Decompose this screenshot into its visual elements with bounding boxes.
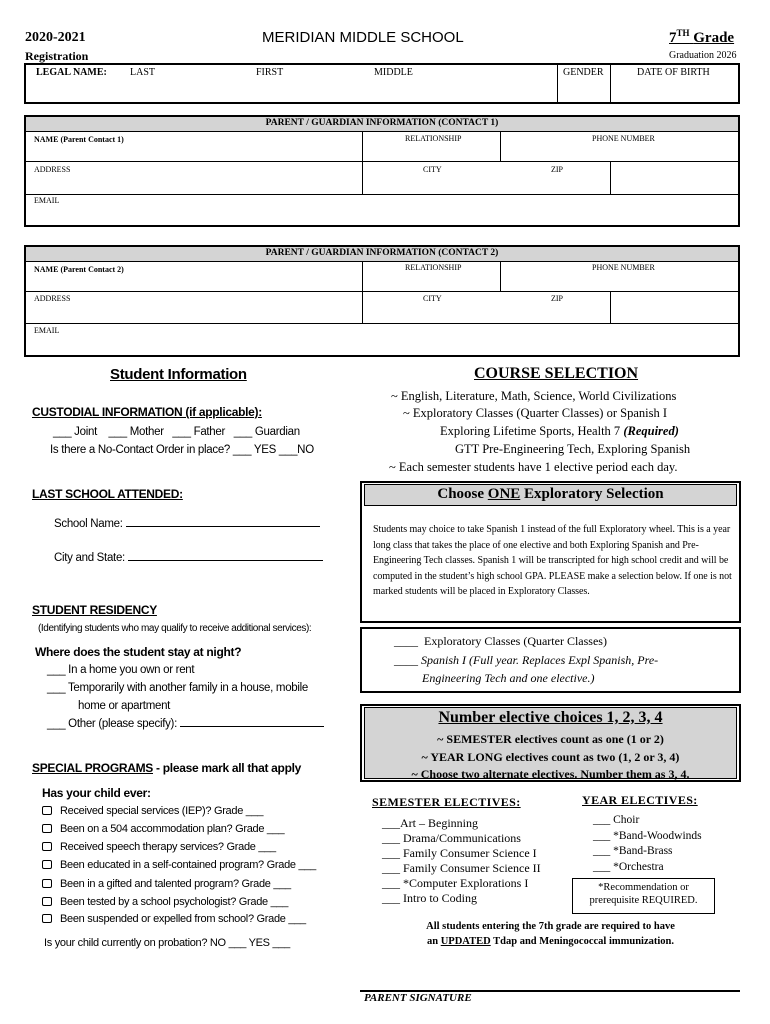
registration-label: Registration: [25, 49, 89, 63]
custodial-heading: CUSTODIAL INFORMATION (if applicable):: [32, 405, 262, 419]
check-label: Received speech therapy services? Grade ___: [60, 841, 276, 853]
contact2-phone-field[interactable]: PHONE NUMBER: [592, 263, 655, 272]
exploratory-title-post: Exploratory Selection: [520, 486, 664, 502]
divider: [500, 132, 501, 161]
stay-temp-option[interactable]: ___ Temporarily with another family in a house, mobile: [47, 682, 309, 694]
divider: [362, 132, 363, 194]
divider: [610, 162, 611, 194]
divider: [610, 292, 611, 323]
contact1-email-field[interactable]: EMAIL: [34, 196, 60, 205]
special-check-row[interactable]: [42, 859, 316, 871]
course-line: ~ English, Literature, Math, Science, World Civilizations: [391, 389, 677, 403]
checkbox[interactable]: [42, 914, 52, 923]
grade-superscript: TH: [676, 28, 690, 38]
course-line: Exploring Lifetime Sports, Health 7: [440, 424, 624, 438]
stay-other-input[interactable]: [180, 726, 324, 727]
first-name-field[interactable]: FIRST: [256, 67, 284, 78]
immunization-post: Tdap and Meningococcal immunization.: [490, 936, 674, 947]
immunization-updated: UPDATED: [440, 936, 491, 947]
special-check-row[interactable]: [42, 896, 288, 908]
probation-question[interactable]: Is your child currently on probation? NO ___ YES ___: [44, 937, 290, 949]
semester-electives-heading: SEMESTER ELECTIVES:: [372, 795, 521, 809]
checkbox[interactable]: [42, 824, 52, 833]
checkbox[interactable]: [42, 860, 52, 869]
contact2-zip-field[interactable]: ZIP: [551, 294, 563, 303]
semester-elective-item[interactable]: ___ Family Consumer Science I: [382, 846, 537, 860]
divider: [26, 194, 738, 195]
exploratory-note: Students may choice to take Spanish 1 instead of the full Exploratory wheel. This is a year long class that takes the place of one elective and both Exploring Spanish and Pre-Engineering Tech classes. Spanish 1 will be transcripted for high school credit and will be computed in the student’s high school GPA. PLEASE make a selection below. If one is not marked students will be placed in Exploratory Classes.: [373, 524, 732, 597]
contact1-relationship-field[interactable]: RELATIONSHIP: [405, 134, 462, 143]
check-label: Been suspended or expelled from school? Grade ___: [60, 913, 306, 925]
stay-own-option[interactable]: ___ In a home you own or rent: [47, 664, 195, 676]
recommendation-note: prerequisite REQUIRED.: [589, 895, 698, 906]
check-label: Received special services (IEP)? Grade ___: [60, 805, 264, 817]
course-line-required: [440, 424, 679, 439]
option-exploratory-classes[interactable]: ____ Exploratory Classes (Quarter Classes): [394, 634, 607, 648]
last-school-heading: LAST SCHOOL ATTENDED:: [32, 487, 183, 501]
divider: [26, 291, 738, 292]
check-label: Been educated in a self-contained program? Grade ___: [60, 859, 316, 871]
no-contact-order[interactable]: Is there a No-Contact Order in place? ___ YES ___NO: [50, 444, 314, 456]
semester-elective-item[interactable]: ___ Drama/Communications: [382, 831, 521, 845]
special-check-row[interactable]: [42, 913, 306, 925]
stay-other-row: [47, 718, 324, 730]
semester-elective-item[interactable]: ___Art – Beginning: [382, 816, 478, 830]
special-check-row[interactable]: [42, 805, 263, 817]
grade-heading: [669, 28, 734, 47]
course-selection-title: COURSE SELECTION: [474, 365, 639, 382]
special-programs-heading: SPECIAL PROGRAMS: [32, 761, 153, 775]
year-elective-item[interactable]: ___ *Orchestra: [593, 861, 664, 873]
graduation-year: Graduation 2026: [669, 50, 737, 61]
gender-field[interactable]: GENDER: [563, 67, 604, 78]
last-name-field[interactable]: LAST: [130, 67, 155, 78]
school-name-row: [54, 518, 320, 530]
course-line: ~ Each semester students have 1 elective period each day.: [389, 460, 678, 474]
immunization-note-2: [360, 936, 741, 947]
elective-choices-title: Number elective choices 1, 2, 3, 4: [438, 709, 663, 726]
contact2-city-field[interactable]: CITY: [423, 294, 442, 303]
grade-word: Grade: [693, 30, 735, 46]
check-label: Been in a gifted and talented program? Grade ___: [60, 878, 291, 890]
contact2-address-field[interactable]: ADDRESS: [34, 294, 71, 303]
required-tag: (Required): [623, 424, 679, 438]
elective-rule: ~ SEMESTER electives count as one (1 or 2): [437, 732, 664, 746]
checkbox[interactable]: [42, 842, 52, 851]
residency-heading: STUDENT RESIDENCY: [32, 603, 157, 617]
residency-note: (Identifying students who may qualify to receive additional services):: [38, 623, 312, 634]
course-line: ~ Exploratory Classes (Quarter Classes) or Spanish I: [403, 406, 668, 420]
contact1-address-field[interactable]: ADDRESS: [34, 165, 71, 174]
year-electives-heading: YEAR ELECTIVES:: [582, 793, 698, 807]
school-name-label: School Name:: [54, 518, 123, 530]
year-elective-item[interactable]: ___ *Band-Brass: [593, 845, 673, 857]
stay-temp-option-cont: home or apartment: [78, 700, 171, 712]
option-spanish-blank: ____: [394, 653, 421, 667]
checkbox[interactable]: [42, 897, 52, 906]
student-info-title: Student Information: [110, 366, 247, 383]
exploratory-title-pre: Choose: [437, 486, 488, 502]
year-elective-item[interactable]: ___ *Band-Woodwinds: [593, 830, 702, 842]
city-state-label: City and State:: [54, 552, 125, 564]
semester-elective-item[interactable]: ___ Family Consumer Science II: [382, 861, 541, 875]
checkbox[interactable]: [42, 806, 52, 815]
divider: [26, 323, 738, 324]
contact2-email-field[interactable]: EMAIL: [34, 326, 60, 335]
dob-field[interactable]: DATE OF BIRTH: [637, 67, 710, 78]
divider: [26, 161, 738, 162]
special-programs-note: - please mark all that apply: [153, 761, 302, 775]
custodial-options[interactable]: ___ Joint ___ Mother ___ Father ___ Guardian: [53, 426, 300, 438]
year-elective-item[interactable]: ___ Choir: [593, 814, 640, 826]
contact1-name-field[interactable]: NAME (Parent Contact 1): [34, 135, 124, 144]
contact1-zip-field[interactable]: ZIP: [551, 165, 563, 174]
semester-elective-item[interactable]: ___ Intro to Coding: [382, 891, 477, 905]
stay-question: Where does the student stay at night?: [35, 645, 242, 659]
city-state-input[interactable]: [128, 560, 323, 561]
divider: [500, 262, 501, 291]
special-programs-row: [32, 761, 301, 775]
immunization-pre: an: [427, 936, 441, 947]
legal-name-label: LEGAL NAME:: [36, 67, 107, 78]
city-state-row: [54, 552, 323, 564]
semester-elective-item[interactable]: ___ *Computer Explorations I: [382, 876, 529, 890]
contact2-title: PARENT / GUARDIAN INFORMATION (CONTACT 2): [265, 248, 499, 258]
recommendation-note: *Recommendation or: [598, 882, 689, 893]
school-year: 2020-2021: [25, 30, 86, 45]
option-spanish-text-cont: Engineering Tech and one elective.): [422, 671, 595, 685]
checkbox[interactable]: [42, 879, 52, 888]
option-spanish-row[interactable]: [394, 653, 658, 668]
check-label: Been tested by a school psychologist? Grade ___: [60, 896, 289, 908]
contact1-phone-field[interactable]: PHONE NUMBER: [592, 134, 655, 143]
elective-rule: ~ Choose two alternate electives. Number them as 3, 4.: [411, 767, 690, 780]
stay-other-option[interactable]: ___ Other (please specify):: [47, 718, 177, 730]
contact1-city-field[interactable]: CITY: [423, 165, 442, 174]
exploratory-title: [364, 486, 737, 503]
special-check-row[interactable]: [42, 841, 276, 853]
contact1-title: PARENT / GUARDIAN INFORMATION (CONTACT 1): [265, 118, 499, 128]
special-check-row[interactable]: [42, 823, 284, 835]
immunization-note: All students entering the 7th grade are required to have: [426, 921, 675, 932]
middle-name-field[interactable]: MIDDLE: [374, 67, 413, 78]
divider: [557, 64, 558, 103]
parent-signature-label: PARENT SIGNATURE: [364, 992, 472, 1004]
elective-rule: ~ YEAR LONG electives count as two (1, 2 or 3, 4): [421, 750, 680, 764]
has-child-ever: Has your child ever:: [42, 786, 151, 800]
contact2-relationship-field[interactable]: RELATIONSHIP: [405, 263, 462, 272]
grade-number: 7: [669, 30, 677, 46]
option-spanish-text: Spanish I (Full year. Replaces Expl Spanish, Pre-: [421, 653, 659, 667]
school-name: MERIDIAN MIDDLE SCHOOL: [262, 29, 464, 46]
school-name-input[interactable]: [126, 526, 320, 527]
divider: [362, 262, 363, 323]
contact2-name-field[interactable]: NAME (Parent Contact 2): [34, 265, 124, 274]
special-check-row[interactable]: [42, 878, 291, 890]
exploratory-title-one: ONE: [487, 486, 521, 502]
divider: [610, 64, 611, 103]
check-label: Been on a 504 accommodation plan? Grade ___: [60, 823, 285, 835]
course-line: GTT Pre-Engineering Tech, Exploring Spanish: [455, 442, 691, 456]
